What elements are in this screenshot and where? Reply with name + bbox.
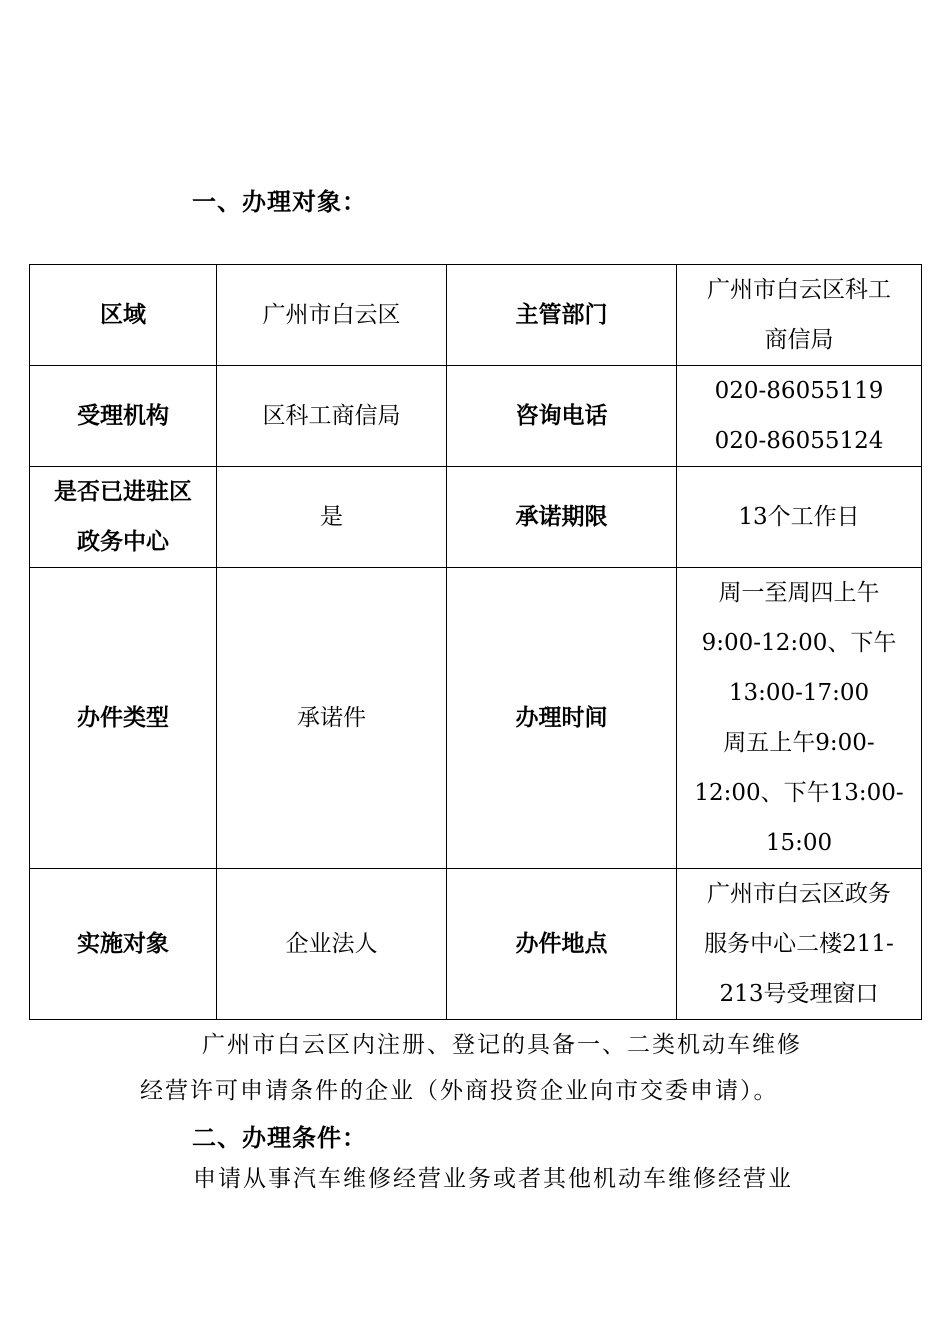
label-department: 主管部门 (447, 265, 677, 366)
location-line: 广州市白云区政务 (707, 881, 891, 907)
table-row-agency (30, 366, 922, 467)
hours-line: 12:00、下午13:00- (694, 780, 904, 806)
value-line: 广州市白云区科工 (707, 277, 891, 303)
hours-line: 13:00-17:00 (728, 680, 870, 706)
hours-line: 15:00 (765, 830, 833, 856)
location-line: 服务中心二楼211- (704, 931, 894, 957)
location-line: 213号受理窗口 (719, 981, 879, 1007)
value-phone (677, 366, 922, 467)
hours-line: 周一至周四上午 (718, 580, 880, 606)
label-agency: 受理机构 (30, 366, 217, 467)
table-row-region (30, 265, 922, 366)
label-phone: 咨询电话 (447, 366, 677, 467)
paragraph-line: 申请从事汽车维修经营业务或者其他机动车维修经营业 (193, 1166, 793, 1192)
section-title-target: 一、办理对象： (192, 188, 367, 216)
phone-number: 020-86055119 (714, 378, 884, 404)
label-deadline: 承诺期限 (447, 467, 677, 568)
info-table (29, 264, 922, 1020)
table-row-center (30, 467, 922, 568)
value-line: 承诺件 (297, 705, 366, 731)
table-row-target (30, 869, 922, 1020)
value-region (217, 265, 447, 366)
label-in-center (30, 467, 217, 568)
paragraph-line: 广州市白云区内注册、登记的具备一、二类机动车维修 (202, 1032, 802, 1058)
value-line: 企业法人 (285, 931, 378, 957)
value-line: 广州市白云区 (262, 302, 401, 328)
label-target: 实施对象 (30, 869, 217, 1020)
label-region: 区域 (30, 265, 217, 366)
value-department (677, 265, 922, 366)
value-in-center (217, 467, 447, 568)
label-line: 政务中心 (77, 529, 169, 555)
value-location (677, 869, 922, 1020)
value-line: 是 (320, 504, 343, 530)
value-hours (677, 568, 922, 869)
section-title-conditions: 二、办理条件： (192, 1124, 367, 1152)
value-target (217, 869, 447, 1020)
paragraph-line: 经营许可申请条件的企业（外商投资企业向市交委申请）。 (140, 1078, 779, 1104)
value-line: 13个工作日 (738, 504, 860, 530)
value-line: 商信局 (764, 327, 834, 353)
hours-line: 9:00-12:00、下午 (701, 630, 897, 656)
value-line: 区科工商信局 (262, 403, 401, 429)
label-location: 办件地点 (447, 869, 677, 1020)
hours-line: 周五上午9:00- (723, 730, 875, 756)
value-agency (217, 366, 447, 467)
phone-number: 020-86055124 (714, 428, 884, 454)
label-case-type: 办件类型 (30, 568, 217, 869)
label-hours: 办理时间 (447, 568, 677, 869)
value-deadline (677, 467, 922, 568)
table-row-type (30, 568, 922, 869)
value-case-type (217, 568, 447, 869)
label-line: 是否已进驻区 (54, 479, 192, 505)
